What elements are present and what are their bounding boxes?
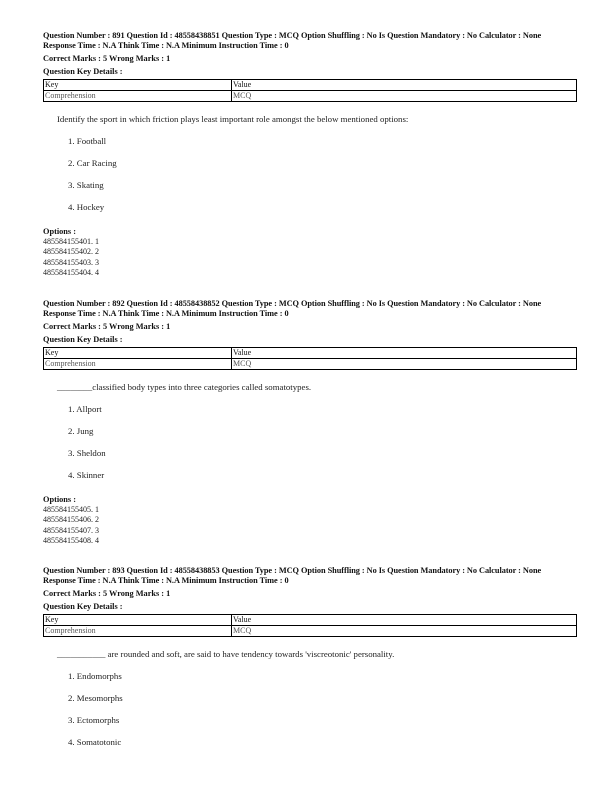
question-block-892 [43,299,577,546]
key-table-cell-value: MCQ [232,626,577,637]
key-table-cell-value: MCQ [232,91,577,102]
question-block-893 [43,566,577,748]
key-table-header-row [44,80,577,91]
question-meta-line-2: Response Time : N.A Think Time : N.A Minimum Instruction Time : 0 [43,41,289,50]
question-marks: Correct Marks : 5 Wrong Marks : 1 [43,322,171,331]
option-id-item: 485584155405. 1 [43,505,99,514]
question-meta-line-2: Response Time : N.A Think Time : N.A Minimum Instruction Time : 0 [43,576,289,585]
key-table-header-key: Key [44,615,232,626]
question-stem: Identify the sport in which friction plays least important role amongst the below mentioned options: [57,114,409,124]
question-key-details-label: Question Key Details : [43,335,123,344]
choice-item: 2. Mesomorphs [68,693,123,703]
option-id-item: 485584155404. 4 [43,267,99,277]
key-table-row [44,626,577,637]
choice-item: 1. Football [68,136,107,146]
question-key-details-label: Question Key Details : [43,67,123,76]
key-table-cell-key: Comprehension [44,626,232,637]
choice-item: 3. Ectomorphs [68,715,120,725]
choice-item: 2. Jung [68,426,94,436]
choice-list [68,136,577,213]
choice-item: 2. Car Racing [68,158,117,168]
question-key-details-label: Question Key Details : [43,602,123,611]
key-table-header-key: Key [44,80,232,91]
option-id-item: 485584155403. 3 [43,257,99,267]
choice-list [68,671,577,748]
question-marks: Correct Marks : 5 Wrong Marks : 1 [43,589,171,598]
option-id-item: 485584155402. 2 [43,247,99,257]
question-key-table [43,614,577,637]
question-marks: Correct Marks : 5 Wrong Marks : 1 [43,54,171,63]
key-table-header-value: Value [232,615,577,626]
key-table-header-row [44,348,577,359]
key-table-cell-key: Comprehension [44,91,232,102]
question-meta-line-1: Question Number : 893 Question Id : 48558438853 Question Type : MCQ Option Shuffling : No Is Question Mandatory : No Calculator : None [43,566,542,575]
key-table-row [44,91,577,102]
options-label: Options : [43,227,76,236]
key-table-header-value: Value [232,80,577,91]
choice-list [68,404,577,481]
choice-item: 4. Somatotonic [68,737,122,747]
choice-item: 4. Skinner [68,470,105,480]
question-meta-line-1: Question Number : 891 Question Id : 48558438851 Question Type : MCQ Option Shuffling : No Is Question Mandatory : No Calculator : None [43,31,542,40]
question-key-table [43,347,577,370]
key-table-header-key: Key [44,348,232,359]
choice-item: 3. Sheldon [68,448,106,458]
choice-item: 1. Endomorphs [68,671,122,681]
question-key-table [43,79,577,102]
option-id-item: 485584155407. 3 [43,525,99,535]
option-id-item: 485584155401. 1 [43,237,99,246]
question-stem: ________classified body types into three categories called somatotypes. [57,382,312,392]
option-id-list [43,505,577,546]
question-meta-line-1: Question Number : 892 Question Id : 48558438852 Question Type : MCQ Option Shuffling : No Is Question Mandatory : No Calculator : None [43,299,542,308]
choice-item: 3. Skating [68,180,104,190]
question-stem: ___________ are rounded and soft, are said to have tendency towards 'viscreotonic' personality. [57,649,395,659]
question-meta-line-2: Response Time : N.A Think Time : N.A Minimum Instruction Time : 0 [43,309,289,318]
key-table-header-value: Value [232,348,577,359]
option-id-list [43,237,577,278]
choice-item: 1. Allport [68,404,102,414]
key-table-cell-value: MCQ [232,359,577,370]
option-id-item: 485584155408. 4 [43,535,99,545]
choice-item: 4. Hockey [68,202,105,212]
key-table-row [44,359,577,370]
option-id-item: 485584155406. 2 [43,515,99,525]
key-table-header-row [44,615,577,626]
question-block-891 [43,31,577,278]
key-table-cell-key: Comprehension [44,359,232,370]
options-label: Options : [43,495,76,504]
